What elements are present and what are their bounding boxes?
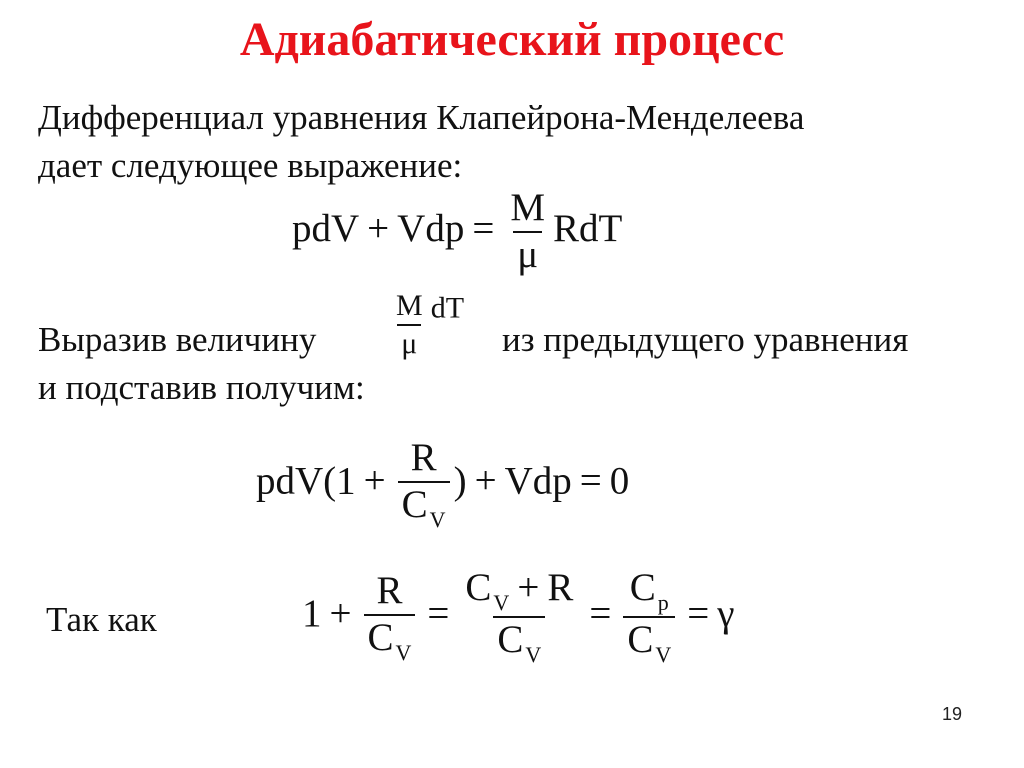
equation-substituted	[256, 438, 629, 531]
eq3-f2-den-base: C	[497, 618, 524, 662]
eq2-mid: Vdp	[504, 459, 572, 503]
equation-clapeyron-differential	[292, 188, 622, 276]
eq3-fraction-2	[461, 568, 577, 666]
slide-title: Адиабатический процесс	[239, 13, 785, 66]
eq3-gamma: γ	[717, 592, 735, 636]
eq3-f3-num-sub: p	[657, 590, 669, 615]
eq2-left: pdV(1	[256, 459, 356, 503]
eq3-f3-den-base: C	[627, 618, 654, 662]
paragraph-1-line-1: Дифференциал уравнения Клапейрона-Менделеева	[38, 98, 805, 137]
eq2-den-base: C	[401, 482, 428, 526]
eq2-den-sub: V	[429, 506, 446, 532]
eq1-equals: =	[472, 206, 495, 250]
eq3-f2-den-sub: V	[525, 642, 542, 668]
eq1-right: RdT	[553, 206, 623, 250]
eq3-f3-num-base: C	[629, 566, 656, 609]
eq3-plus: +	[329, 592, 352, 636]
eq3-f3-numerator	[626, 568, 673, 616]
page-number: 19	[941, 704, 962, 724]
eq3-f3-den-sub: V	[655, 642, 672, 668]
eq2-plus: +	[363, 459, 386, 503]
eq3-fraction-1	[364, 568, 416, 665]
inline-fraction-denominator: μ	[397, 324, 421, 360]
eq3-f1-numerator: R	[376, 568, 403, 612]
eq2-right: 0	[609, 459, 630, 503]
eq3-equals-3: =	[687, 592, 710, 636]
eq3-f2-num-plus: +	[517, 566, 540, 609]
eq2-fraction-numerator: R	[410, 436, 437, 479]
eq3-f2-numerator	[461, 568, 577, 616]
eq2-close-paren: )	[453, 459, 467, 503]
eq1-left: pdV	[292, 206, 360, 250]
eq2-plus-2: +	[474, 459, 497, 503]
inline-fraction-numerator: M	[396, 289, 423, 322]
eq3-f1-den-sub: V	[395, 639, 412, 665]
eq1-plus: +	[367, 206, 390, 250]
eq1-mid: Vdp	[397, 206, 465, 250]
eq3-f2-num-r: R	[547, 566, 574, 609]
inline-fraction-m-mu-dt	[388, 290, 464, 359]
eq1-fraction	[506, 188, 549, 276]
eq1-fraction-numerator: M	[510, 186, 546, 229]
eq1-fraction-denominator: μ	[513, 231, 542, 276]
inline-fraction	[392, 290, 427, 359]
eq2-equals: =	[579, 459, 602, 503]
eq3-fraction-3	[623, 568, 675, 666]
since-label: Так как	[46, 600, 157, 639]
paragraph-2-line-2: и подставив получим:	[38, 368, 365, 407]
equation-gamma	[302, 568, 734, 666]
eq3-f3-denominator	[623, 616, 675, 666]
paragraph-2-after: из предыдущего уравнения	[502, 320, 909, 359]
eq3-f2-denominator	[493, 616, 545, 666]
eq3-f2-num-sub: V	[493, 590, 510, 615]
eq3-equals-2: =	[589, 592, 612, 636]
eq3-equals-1: =	[427, 592, 450, 636]
inline-fraction-dt: dT	[430, 291, 465, 325]
eq2-fraction-denominator	[398, 481, 450, 531]
eq3-f2-num-base: C	[465, 566, 492, 609]
paragraph-2-before: Выразив величину	[38, 320, 317, 359]
eq3-one: 1	[302, 592, 322, 636]
eq2-fraction	[398, 438, 450, 531]
eq3-f1-denominator	[364, 614, 416, 664]
eq3-f1-den-base: C	[367, 615, 394, 659]
paragraph-1-line-2: дает следующее выражение:	[38, 146, 463, 185]
